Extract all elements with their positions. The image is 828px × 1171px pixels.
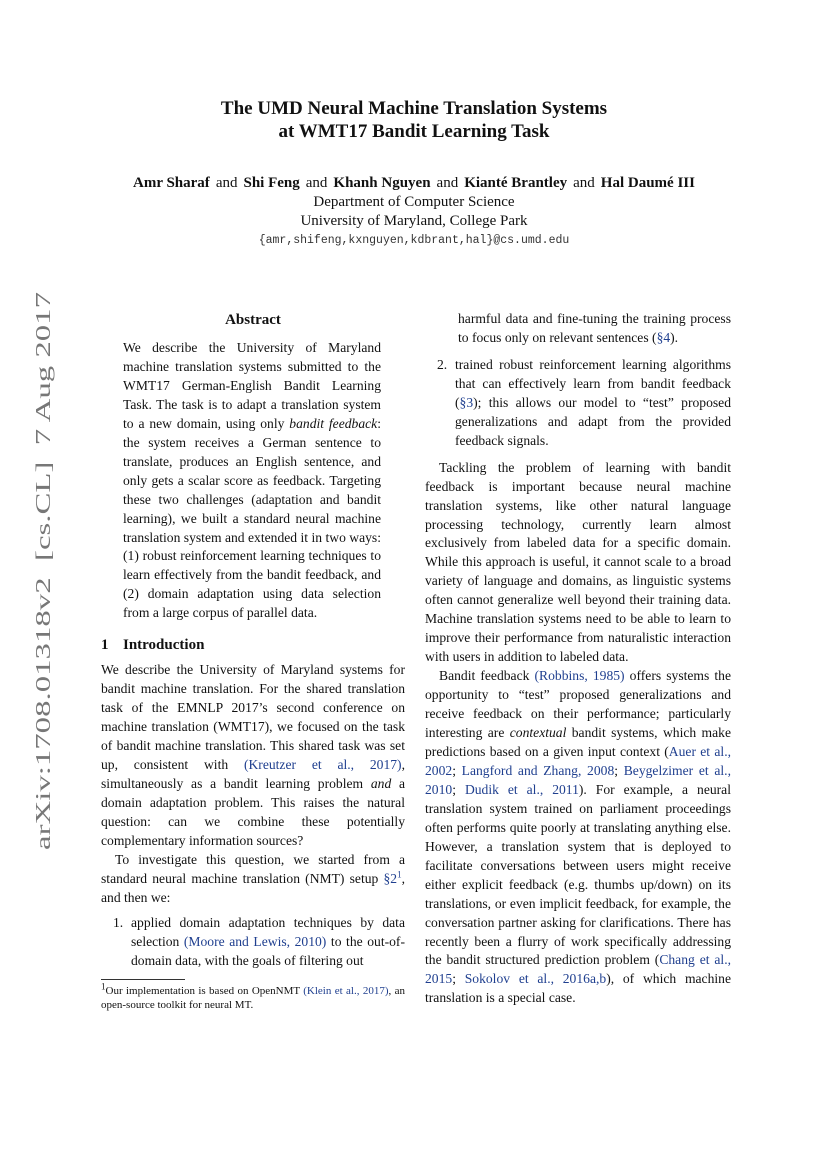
footnote-number: 1: [101, 980, 106, 991]
author-conjunction: and: [436, 175, 459, 191]
body-text: To investigate this question, we started from a standard neural machine translation (NMT) setup: [101, 851, 405, 886]
section-reference-link[interactable]: §2: [383, 870, 398, 886]
citation-separator: ;: [452, 971, 465, 987]
contribution-list: [101, 914, 405, 971]
footnote: [101, 980, 405, 1012]
citation-link[interactable]: (Robbins, 1985): [534, 668, 625, 684]
body-text: a domain adaptation problem. This raises the natural question: can we combine these potentially complementary information sources?: [101, 776, 405, 848]
abstract-body: [123, 339, 381, 623]
department: Department of Computer Science: [313, 194, 515, 210]
body-text: ).: [670, 329, 679, 345]
footnote-text: , an open-source toolkit for neural MT.: [101, 984, 405, 1011]
body-text: harmful data and fine-tuning the training process to focus only on relevant sentences (: [458, 311, 731, 345]
abstract-text: : the system receives a German sentence to translate, produces an English sentence, and only gets a scalar score as feedback. Targeting these two challenges (adaptation and bandit learning), we built a standard neural machine translation system and extended it in two ways: (1) robust reinforcement learning techniques to learn effectively from the bandit feedback, and (2) domain adaptation using data selection from a large corpus of parallel data.: [123, 415, 381, 621]
left-column: [101, 310, 405, 1012]
citation-link[interactable]: Sokolov et al., 2016a,b: [464, 971, 607, 987]
body-text: ), of which machine translation is a special case.: [425, 971, 731, 1006]
arxiv-margin-stamp: [14, 290, 64, 850]
citation-separator: ;: [614, 762, 624, 778]
author-conjunction: and: [573, 175, 595, 191]
citation-link[interactable]: (Klein et al., 2017): [303, 984, 389, 997]
body-text: , simultaneously as a bandit learning problem: [101, 757, 405, 792]
author-list: [0, 174, 828, 193]
body-text: We describe the University of Maryland systems for bandit machine translation. For the shared translation task of the EMNLP 2017’s second conference on machine translation (WMT17), we focused on the task of bandit machine translation. This shared task was set up, consistent with: [101, 662, 405, 773]
section-reference-link[interactable]: §4: [656, 329, 671, 345]
arxiv-stamp-text: arXiv:1708.01318v2 [cs.CL] 7 Aug 2017: [31, 484, 55, 850]
list-item-continuation: [425, 310, 731, 348]
body-text: applied domain adaptation techniques by data selection: [131, 914, 405, 949]
citation-link[interactable]: Dudik et al., 2011: [464, 781, 579, 797]
author-name: Shi Feng: [243, 175, 300, 191]
body-text: bandit systems, which make predictions based on a given input context (: [425, 725, 731, 759]
citation-link[interactable]: Chang et al., 2015: [425, 952, 731, 987]
citation-link[interactable]: (Moore and Lewis, 2010): [183, 933, 327, 949]
citation-separator: ;: [452, 781, 465, 797]
footnote-text: Our implementation is based on OpenNMT: [105, 984, 304, 997]
section-title: Introduction: [123, 637, 205, 654]
author-name: Kianté Brantley: [464, 175, 568, 191]
author-conjunction: and: [305, 175, 328, 191]
title-block: [0, 97, 828, 251]
list-item: [425, 356, 731, 451]
author-name: Hal Daumé III: [600, 175, 695, 191]
author-conjunction: and: [215, 175, 238, 191]
intro-paragraph-1: [101, 661, 405, 851]
citation-link[interactable]: Beygelzimer et al., 2010: [425, 762, 731, 797]
intro-paragraph-2: [101, 851, 405, 908]
abstract-emphasis: bandit feedback: [289, 415, 378, 431]
university: University of Maryland, College Park: [300, 213, 528, 229]
section-heading-introduction: [101, 635, 405, 655]
right-column: [425, 310, 731, 1008]
body-text: to the out-of-domain data, with the goals of filtering out: [131, 933, 405, 968]
citation-link[interactable]: (Kreutzer et al., 2017): [243, 757, 402, 773]
citation-link[interactable]: Auer et al., 2002: [425, 743, 731, 778]
list-item: [101, 914, 405, 971]
citation-link[interactable]: Langford and Zhang, 2008: [461, 762, 615, 778]
abstract-heading: Abstract: [225, 312, 281, 328]
body-text: offers systems the opportunity to “test” proposed generalizations and receive feedback on their performance; particularly interesting are: [425, 668, 731, 741]
author-emails: {amr,shifeng,kxnguyen,kdbrant,hal}@cs.umd.edu: [258, 234, 570, 247]
body-paragraph-3: Tackling the problem of learning with bandit feedback is important because neural machine translation systems, like other natural language processing technology, currently learn almost exclusively from labeled data for a specific domain. While this approach is useful, it cannot scale to a broad variety of language and domains, as linguistic systems often cannot generalize well beyond their training data. Machine translation systems need to be able to learn to improve their performance from naturalistic interaction with users in addition to labeled data.: [425, 459, 731, 665]
body-paragraph-4: [425, 667, 731, 1008]
body-text: trained robust reinforcement learning algorithms that can effectively learn from bandit feedback (: [455, 356, 731, 410]
list-marker: 1.: [113, 914, 124, 930]
list-marker: 2.: [437, 356, 448, 372]
author-name: Khanh Nguyen: [333, 175, 431, 191]
abstract-text: We describe the University of Maryland machine translation systems submitted to the WMT17 German-English Bandit Learning Task. The task is to adapt a translation system to a new domain, using only: [123, 340, 381, 431]
citation-separator: ;: [452, 762, 462, 778]
title-line-2: at WMT17 Bandit Learning Task: [278, 121, 550, 142]
body-text: ). For example, a neural translation system trained on parliament proceedings often performs quite poorly at translating anything else. However, a translation system that is deployed to facilitate conversations between users might receive either explicit feedback (e.g. thumbs up/down) on its translations, or even implicit feedback, for example, the conversation partner asking for clarifications. There has recently been a flurry of work specifically addressing the bandit structured prediction problem (: [425, 781, 731, 968]
section-reference-link[interactable]: §3: [459, 394, 474, 410]
author-name: Amr Sharaf: [133, 175, 210, 191]
section-number: 1: [101, 637, 109, 654]
body-text: ); this allows our model to “test” proposed generalizations and adapt from the provided feedback signals.: [455, 394, 731, 448]
footnote-marker[interactable]: 1: [397, 869, 402, 880]
body-text: , and then we:: [101, 870, 405, 905]
footnote-divider: [101, 979, 185, 980]
contribution-list-continued: [425, 356, 731, 451]
title-line-1: The UMD Neural Machine Translation Systems: [220, 98, 608, 119]
body-text: Bandit feedback: [439, 668, 535, 684]
paper-title: [0, 97, 828, 143]
body-emphasis: and: [370, 776, 392, 792]
body-emphasis: contextual: [509, 725, 567, 741]
